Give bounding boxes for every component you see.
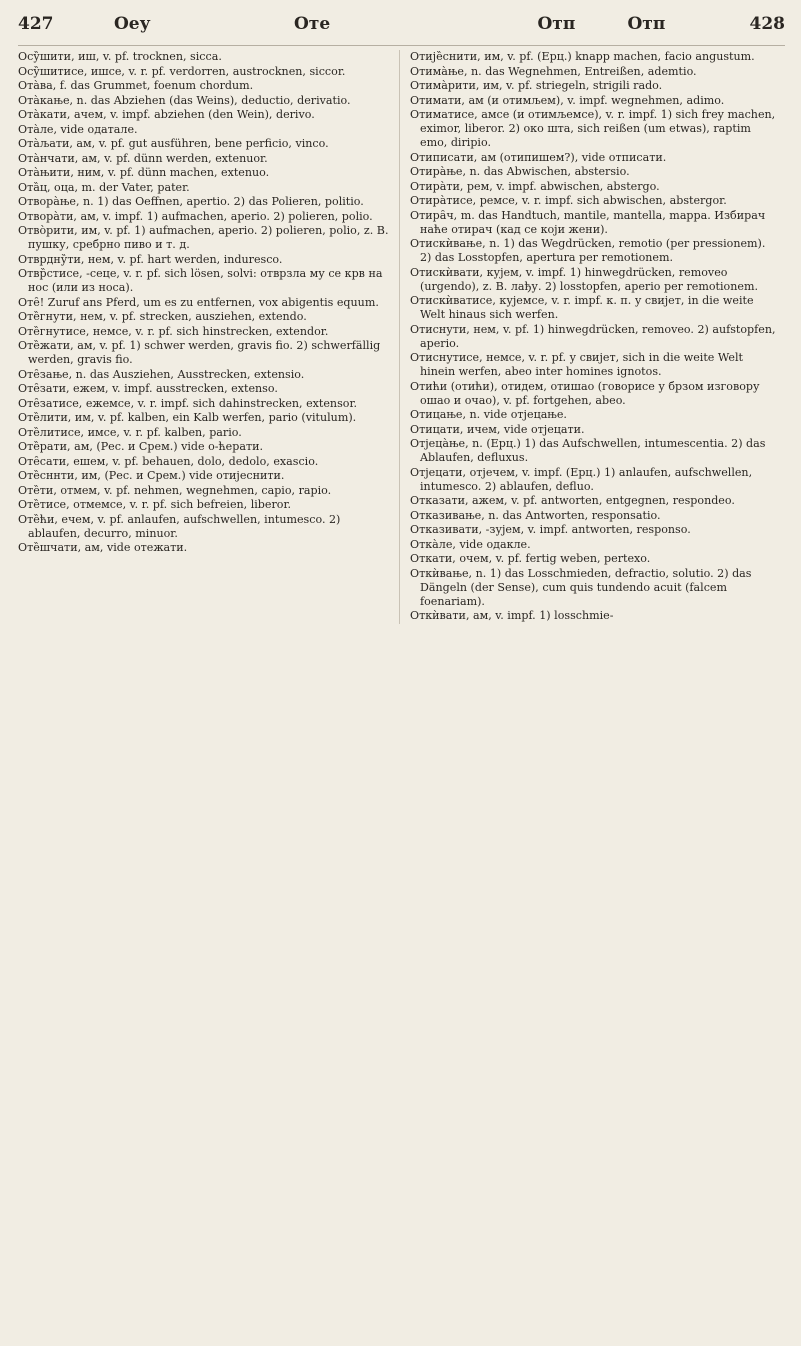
dictionary-entry: Откѝвање, n. 1) das Losschmieden, defractio, solutio. 2) das Dängeln (der Sense), cum quis tundendo acuit (falcem foenariam). (410, 566, 752, 608)
dictionary-entry: Отира̀ње, n. das Abwischen, abstersio. (410, 165, 630, 178)
dictionary-entry: Отицати, ичем, vide отјецати. (410, 422, 585, 436)
dictionary-entry: Отије̏снити, им, v. pf. (Ерц.) knapp machen, facio angustum. (410, 50, 755, 63)
header-right (402, 10, 786, 34)
dictionary-entry: Отиснути, нем, v. pf. 1) hinwegdrücken, removeo. 2) aufstopfen, aperio. (410, 322, 776, 350)
running-head-right-1: Отп (537, 14, 576, 34)
dictionary-entry: Оте̏гнутисе, немсе, v. r. pf. sich hinstrecken, extendor. (18, 324, 329, 338)
dictionary-entry: Отима̀ње, n. das Wegnehmen, Entreißen, ademtio. (410, 64, 697, 78)
dictionary-entry: Отјеца̀ње, n. (Ерц.) 1) das Aufschwellen, intumescentia. 2) das Ablaufen, defluxus. (410, 437, 766, 464)
dictionary-entry: Оте̑зање, n. das Ausziehen, Ausstrecken, extensio. (18, 367, 305, 381)
dictionary-entry: Ота̀њити, ним, v. pf. dünn machen, extenuo. (18, 166, 270, 179)
dictionary-entry: Ота̀кати, ачем, v. impf. abziehen (den Wein), derivo. (18, 108, 315, 121)
dictionary-entry: Отискѝватисе, кујемсе, v. r. impf. к. п. у свијет, in die weite Welt hinaus sich werfen. (410, 294, 754, 321)
dictionary-entry: Оте̑! Zuruf ans Pferd, um es zu entfernen, vox abigentis equum. (18, 295, 379, 309)
dictionary-entry: Откати, очем, v. pf. fertig weben, pertexo. (410, 552, 651, 565)
dictionary-entry: Ота̀љати, ам, v. pf. gut ausführen, bene perficio, vinco. (18, 137, 329, 150)
dictionary-entry: Ота̀ле, vide одатале. (18, 122, 138, 136)
dictionary-entry: Ота̀ва, f. das Grummet, foenum chordum. (18, 79, 254, 92)
dictionary-entry: Оте̏сннти, им, (Рес. и Срем.) vide отијеснити. (18, 469, 285, 482)
page-number-right: 428 (749, 14, 785, 34)
dictionary-entry: Оте̏тисе, отмемсе, v. r. pf. sich befreien, liberor. (18, 498, 292, 511)
page-number-left: 427 (18, 14, 54, 34)
dictionary-entry: Оте̏жати, ам, v. pf. 1) schwer werden, gravis fio. 2) schwerfällig werden, gravis fio. (18, 339, 381, 366)
dictionary-entry: Отима̀рити, им, v. pf. striegeln, strigili rado. (410, 79, 663, 92)
dictionary-entry: Отира̑ч, m. das Handtuch, mantile, mantella, mappa. Избирач наће отирач (кад се који жени). (410, 208, 766, 236)
dictionary-entry: Отказивати, -зујем, v. impf. antworten, responso. (410, 523, 691, 536)
dictionary-entry: Отказивање, n. das Antworten, responsatio. (410, 508, 661, 522)
dictionary-entry: Отказати, ажем, v. pf. antworten, entgegnen, respondeo. (410, 494, 735, 507)
dictionary-entry: Ота̀кање, n. das Abziehen (das Weins), deductio, derivatio. (18, 93, 351, 107)
dictionary-entry: Отиснутисе, немсе, v. r. pf. у свијет, sich in die weite Welt hinein werfen, abeo inter homines ignotos. (410, 351, 743, 378)
dictionary-entry: Отиписати, ам (отипишем?), vide отписати. (410, 150, 667, 164)
dictionary-entry: Оте̏лити, им, v. pf. kalben, ein Kalb werfen, pario (vitulum). (18, 411, 357, 424)
running-head-left-1: Оеу (114, 14, 151, 34)
dictionary-entry: Отира̀тисе, ремсе, v. r. impf. sich abwischen, abstergor. (410, 194, 727, 207)
page-header (18, 10, 785, 46)
dictionary-entry: Отискѝвати, кујем, v. impf. 1) hinwegdrücken, removeo (urgendo), z. B. лађу. 2) losstopfen, aperio per remotionem. (410, 265, 758, 293)
dictionary-entry: Отво̀рити, им, v. pf. 1) aufmachen, aperio. 2) polieren, polio, z. B. пушку, сребрно пиво и т. д. (18, 224, 389, 251)
dictionary-entry: Откѝвати, ам, v. impf. 1) losschmie- (410, 609, 614, 622)
dictionary-entry: Отка̀ле, vide одакле. (410, 537, 531, 551)
dictionary-entry: Оте̏литисе, имсе, v. r. pf. kalben, pario. (18, 425, 242, 439)
dictionary-entry: Осу̏шитисе, ишсе, v. r. pf. verdorren, austrocknen, siccor. (18, 64, 346, 78)
dictionary-entry: Отвр̏стисе, -сеце, v. r. pf. sich lösen, solvi: отврзла му се крв на нос (или из носа). (18, 267, 383, 294)
dictionary-entry: Отискѝвање, n. 1) das Wegdrücken, remotio (per pressionem). 2) das Losstopfen, apertura per remotionem. (410, 237, 766, 264)
header-left (18, 10, 402, 34)
dictionary-entry: Оте̏гнути, нем, v. pf. strecken, ausziehen, extendo. (18, 310, 307, 323)
dictionary-entry: Отвора̀ти, ам, v. impf. 1) aufmachen, aperio. 2) polieren, polio. (18, 209, 373, 223)
dictionary-entry: Оте̑сати, ешем, v. pf. behauen, dolo, dedolo, exascio. (18, 454, 319, 468)
left-column (18, 50, 399, 624)
dictionary-entry: Оте̏ћи, ечем, v. pf. anlaufen, aufschwellen, intumesco. 2) ablaufen, decurro, minuor. (18, 512, 341, 540)
dictionary-entry: Оте̏рати, ам, (Рес. и Срем.) vide о-ћерати. (18, 440, 264, 453)
dictionary-entry: Оте̏шчати, ам, vide отежати. (18, 541, 188, 554)
dictionary-entry: Оте̑зати, ежем, v. impf. ausstrecken, extenso. (18, 382, 278, 395)
dictionary-entry: Отимати, ам (и отимљем), v. impf. wegnehmen, adimo. (410, 93, 725, 107)
columns (18, 50, 785, 624)
running-head-left-2: Оте (294, 14, 331, 34)
dictionary-entry: Отврдну̏ти, нем, v. pf. hart werden, induresco. (18, 252, 283, 266)
dictionary-entry: Ота̏ц, оца, m. der Vater, pater. (18, 180, 190, 194)
dictionary-entry: Осу̏шити, иш, v. pf. trocknen, sicca. (18, 50, 222, 63)
running-head-right-2: Отп (627, 14, 666, 34)
dictionary-entry: Отиматисе, амсе (и отимљемсе), v. r. impf. 1) sich frey machen, eximor, liberor. 2) око шта, sich reißen (um etwas), raptim emo, diripio. (410, 108, 776, 149)
dictionary-entry: Отвора̀ње, n. 1) das Oeffnen, apertio. 2) das Polieren, politio. (18, 195, 364, 208)
dictionary-entry: Отицање, n. vide отјецање. (410, 408, 567, 421)
dictionary-entry: Оте̑затисе, ежемсе, v. r. impf. sich dahinstrecken, extensor. (18, 396, 358, 410)
dictionary-entry: Отира̀ти, рем, v. impf. abwischen, abstergo. (410, 179, 660, 193)
dictionary-entry: Отићи (отићи), отидем, отишао (говорисе у брзом изговору ошао и очао), v. pf. fortgehen, abeo. (410, 379, 760, 407)
right-column (399, 50, 780, 624)
dictionary-entry: Оте̏ти, отмем, v. pf. nehmen, wegnehmen, capio, rapio. (18, 483, 332, 497)
dictionary-entry: Отјецати, отјечем, v. impf. (Ерц.) 1) anlaufen, aufschwellen, intumesco. 2) ablaufen, defluo. (410, 465, 753, 493)
dictionary-entry: Ота̀нчати, ам, v. pf. dünn werden, extenuor. (18, 151, 268, 165)
